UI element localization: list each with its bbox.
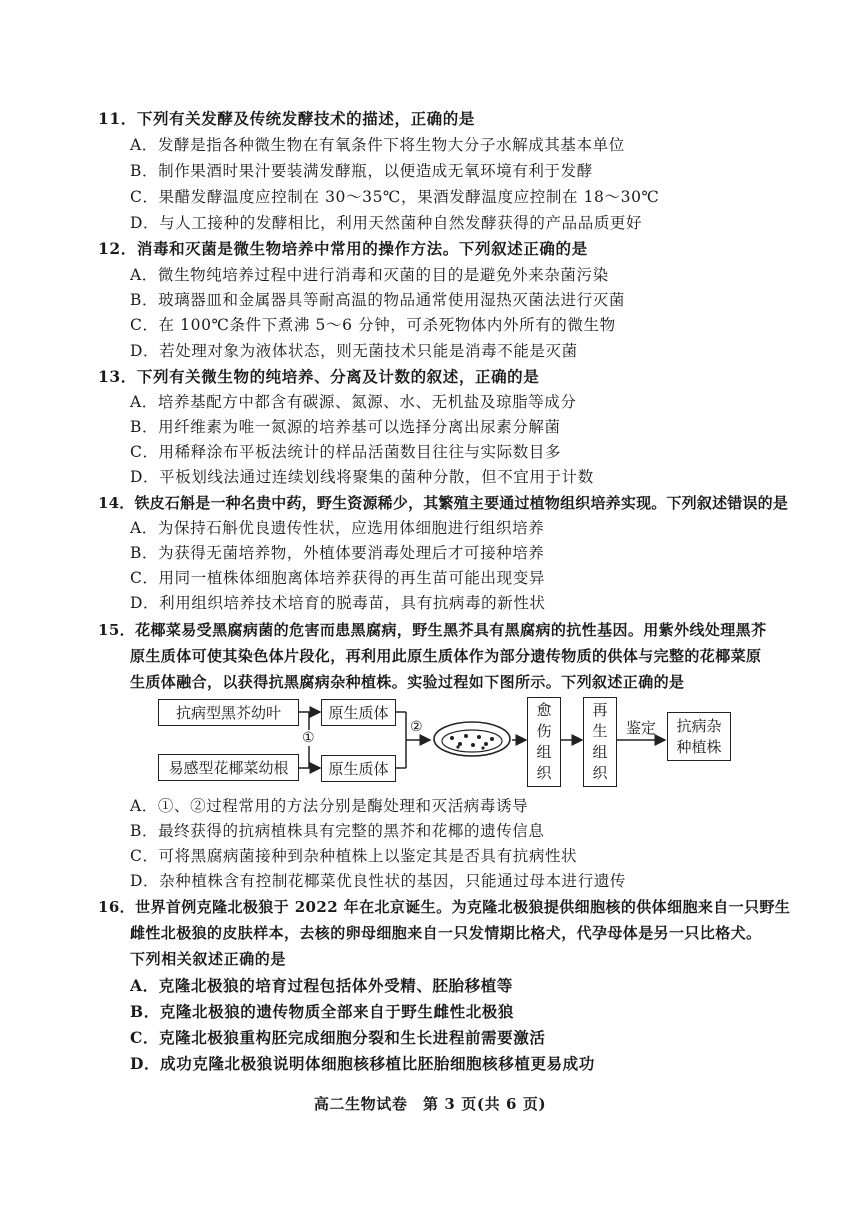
question-15-stem-line-2: 原生质体可使其染色体片段化，再利用此原生质体作为部分遗传物质的供体与完整的花椰菜原 bbox=[130, 647, 762, 665]
question-15-option-d: D．杂种植株含有控制花椰菜优良性状的基因，只能通过母本进行遗传 bbox=[130, 872, 627, 890]
question-11-option-b: B．制作果酒时果汁要装满发酵瓶，以便造成无氧环境有利于发酵 bbox=[130, 162, 593, 180]
question-15-stem-line-1: 15．花椰菜易受黑腐病菌的危害而患黑腐病，野生黑芥具有黑腐病的抗性基因。用紫外线处理黑芥 bbox=[98, 621, 767, 639]
question-11-option-a: A．发酵是指各种微生物在有氧条件下将生物大分子水解成其基本单位 bbox=[130, 136, 625, 154]
question-15-option-a: A．①、②过程常用的方法分别是酶处理和灭活病毒诱导 bbox=[130, 797, 529, 815]
question-14-option-a: A．为保持石斛优良遗传性状，应选用体细胞进行组织培养 bbox=[130, 519, 545, 537]
protoplast-top-box: 原生质体 bbox=[321, 699, 396, 726]
callus-char-4: 织 bbox=[536, 764, 552, 782]
question-13-option-a: A．培养基配方中都含有碳源、氮源、水、无机盐及琼脂等成分 bbox=[130, 393, 577, 411]
regen-char-1: 再 bbox=[592, 701, 608, 719]
question-14-option-b: B．为获得无菌培养物，外植体要消毒处理后才可接种培养 bbox=[130, 544, 545, 562]
question-16-option-a: A．克隆北极狼的培育过程包括体外受精、胚胎移植等 bbox=[130, 976, 513, 995]
callus-char-1: 愈 bbox=[536, 701, 552, 719]
regen-char-2: 生 bbox=[592, 722, 608, 740]
question-15-stem-line-3: 生质体融合，以获得抗黑腐病杂种植株。实验过程如下图所示。下列叙述正确的是 bbox=[130, 673, 685, 691]
regenerated-tissue-box bbox=[583, 697, 617, 787]
question-12-stem: 12．消毒和灭菌是微生物培养中常用的操作方法。下列叙述正确的是 bbox=[98, 239, 588, 258]
regen-char-3: 组 bbox=[592, 743, 608, 761]
question-11-option-c: C．果醋发酵温度应控制在 30～35℃，果酒发酵温度应控制在 18～30℃ bbox=[130, 188, 660, 206]
identify-label: 鉴定 bbox=[626, 719, 657, 737]
question-16-stem-line-2: 雌性北极狼的皮肤样本，去核的卵母细胞来自一只发情期比格犬，代孕母体是另一只比格犬。 bbox=[130, 924, 762, 942]
protoplast-bottom-box: 原生质体 bbox=[321, 755, 396, 782]
question-13-stem: 13．下列有关微生物的纯培养、分离及计数的叙述，正确的是 bbox=[98, 367, 540, 386]
black-mustard-leaf-box: 抗病型黑芥幼叶 bbox=[158, 699, 299, 726]
callus-char-2: 伤 bbox=[536, 722, 552, 740]
question-16-stem-line-3: 下列相关叙述正确的是 bbox=[130, 950, 287, 968]
result-line-1: 抗病杂 bbox=[676, 716, 722, 735]
question-12-option-a: A．微生物纯培养过程中进行消毒和灭菌的目的是避免外来杂菌污染 bbox=[130, 266, 609, 284]
question-12-option-c: C．在 100℃条件下煮沸 5～6 分钟，可杀死物体内外所有的微生物 bbox=[130, 316, 616, 334]
resistant-hybrid-plant-box bbox=[667, 712, 731, 761]
question-14-stem: 14．铁皮石斛是一种名贵中药，野生资源稀少，其繁殖主要通过植物组织培养实现。下列叙述错误的是 bbox=[98, 494, 789, 512]
callus-tissue-box bbox=[527, 697, 561, 787]
callus-char-3: 组 bbox=[536, 743, 552, 761]
question-16-option-c: C．克隆北极狼重构胚完成细胞分裂和生长进程前需要激活 bbox=[130, 1028, 546, 1047]
question-12-option-d: D．若处理对象为液体状态，则无菌技术只能是消毒不能是灭菌 bbox=[130, 342, 578, 360]
question-14-option-d: D．利用组织培养技术培育的脱毒苗，具有抗病毒的新性状 bbox=[130, 594, 546, 612]
question-13-option-c: C．用稀释涂布平板法统计的样品活菌数目往往与实际数目多 bbox=[130, 443, 562, 461]
result-line-2: 种植株 bbox=[676, 737, 722, 756]
question-11-stem: 11．下列有关发酵及传统发酵技术的描述，正确的是 bbox=[98, 109, 475, 128]
question-15-option-c: C．可将黑腐病菌接种到杂种植株上以鉴定其是否具有抗病性状 bbox=[130, 847, 578, 865]
question-16-option-b: B．克隆北极狼的遗传物质全部来自于野生雌性北极狼 bbox=[130, 1002, 515, 1021]
question-16-stem-line-1: 16．世界首例克隆北极狼于 2022 年在北京诞生。为克隆北极狼提供细胞核的供体细胞来自一只野生 bbox=[98, 898, 791, 916]
step-2-label: ② bbox=[410, 719, 423, 735]
regen-char-4: 织 bbox=[592, 764, 608, 782]
question-16-option-d: D．成功克隆北极狼说明体细胞核移植比胚胎细胞核移植更易成功 bbox=[130, 1054, 595, 1073]
question-14-option-c: C．用同一植株体细胞离体培养获得的再生苗可能出现变异 bbox=[130, 569, 545, 587]
step-1-label: ① bbox=[302, 730, 315, 746]
question-15-option-b: B．最终获得的抗病植株具有完整的黑芥和花椰的遗传信息 bbox=[130, 822, 545, 840]
question-13-option-d: D．平板划线法通过连续划线将聚集的菌种分散，但不宜用于计数 bbox=[130, 468, 594, 486]
question-12-option-b: B．玻璃器皿和金属器具等耐高温的物品通常使用湿热灭菌法进行灭菌 bbox=[130, 291, 625, 309]
question-11-option-d: D．与人工接种的发酵相比，利用天然菌种自然发酵获得的产品品质更好 bbox=[130, 214, 643, 232]
page-footer: 高二生物试卷 第 3 页(共 6 页) bbox=[313, 1095, 547, 1113]
cauliflower-root-box: 易感型花椰菜幼根 bbox=[158, 754, 299, 781]
question-13-option-b: B．用纤维素为唯一氮源的培养基可以选择分离出尿素分解菌 bbox=[130, 418, 561, 436]
